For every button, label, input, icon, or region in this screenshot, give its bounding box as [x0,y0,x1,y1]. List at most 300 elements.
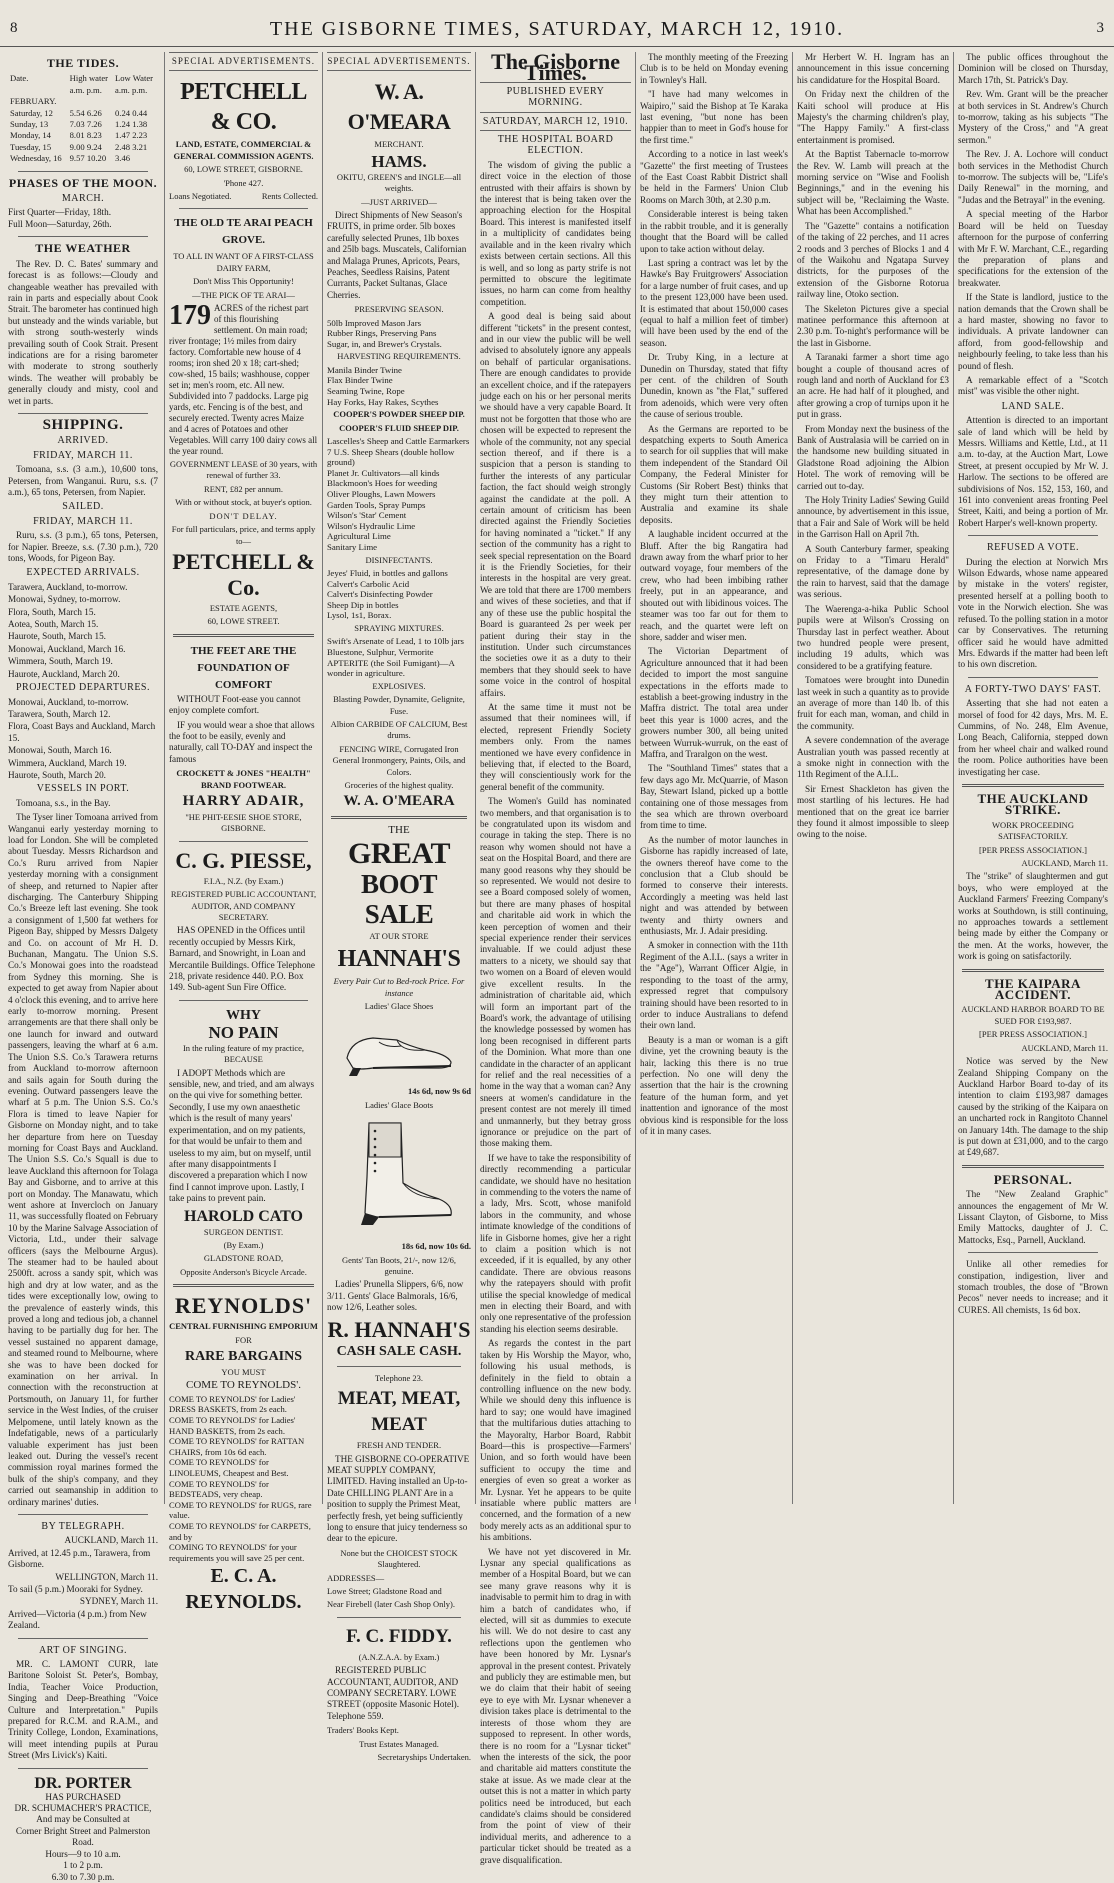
news-paragraph: A South Canterbury farmer, speaking on Friday to a "Timaru Herald" representative, of the damage done by the rain to harvest, said that the damage was serious. [797,543,949,600]
meat-ad [327,1373,471,1611]
albion-text: Albion CARBIDE OF CALCIUM, Best drums. [330,718,468,741]
omeara-name: W. A. O'MEARA [347,79,451,135]
divider [18,1638,148,1639]
news-paragraph: Considerable interest is being taken in the rabbit trouble, and it is generally thought that the Board will be called upon to take action without delay. [640,209,788,254]
at-our-store: AT OUR STORE [369,930,429,941]
tides-ampm: a.m. p.m. [115,84,148,95]
port-text: Tomoana, s.s., in the Bay. [16,797,111,808]
news-paragraph: If the State is landlord, justice to the nation demands that the Crown shall be a hard master, showing no favor to individuals. A private landowner can afford, from good-fellowship and neighbourly feeling, to take less than his pound of flesh. [958,292,1108,371]
list-item: 50lb Improved Mason Jars [327,317,422,328]
tides-col-high: High water [69,73,109,84]
editorial-paragraph: We have not yet discovered in Mr. Lysnar any special qualifications as member of a Hospital Board, but we can see many grave reasons why it is inadvisable to permit him to drag in with him a batch of candidates who, if elected, will sit as dummies to execute his will. We do not desire to cast any reflections upon the gentlemen who have been honored by Mr. Lysnar's approval in the present contest. Privately and publicly they are estimable men, but we do claim that their habit of seeing eye to eye with Mr. Lysnar whenever a division takes place is detrimental to the interests of those whom they are supposed to represent. In other words, there is no room for a "Lysnar ticket" when the interests of the sick, the poor and charitable aid matters constitute the stake at issue. As we made clear at the outset this is not a matter in which party politics need be introduced, but each candidate's claims should be considered from the point of view of their individual merits, and adherence to a particular ticket should be treated as a grave disqualification. [480,1546,631,1865]
list-item: Jeyes' Fluid, in bottles and gallons [327,568,448,578]
table-row [8,153,158,164]
arrived-date: FRIDAY, MARCH 11. [33,449,133,461]
column-editorial [480,49,632,1865]
column-rule [792,52,793,1504]
moon-heading: PHASES OF THE MOON. [8,175,158,190]
list-item: Flax Binder Twine [327,375,393,386]
kaipara-sub: AUCKLAND HARBOR BOARD TO BE SUED FOR £193,987. [961,1004,1105,1026]
tides-col-low: Low Water [115,73,154,84]
cash-sale: CASH SALE CASH. [336,1343,462,1359]
sailed-heading: SAILED. [62,501,104,513]
reynolds-sub: CENTRAL FURNISHING EMPORIUM [169,1321,318,1332]
news-paragraph: The Skeleton Pictures give a special matinee performance this afternoon at 2.30 p.m. To-night's performance will be the last in Gisborne. [797,303,949,348]
arrived-text: Direct Shipments of New Season's FRUITS, in prime order. 5lb boxes carefully selected Prunes, 1lb boxes and 25lb bags. Muscatels, Californian and Malaga Prunes, Apricots, Pears, Peaches, Seedless Raisins, Patent Currants, Packet Sultanas, Glace Cherries. [327,210,467,300]
ladies-glace-shoes: Ladies' Glace Shoes [364,1001,434,1012]
weather-heading: THE WEATHER [35,241,131,256]
refused-heading: REFUSED A VOTE. [986,542,1080,554]
editorial-paragraph: As regards the contest in the part taken by His Worship the Mayor, who, following his usual methods, is definitely in the field to obtain a controlling influence on the new body. While we should deny this influence is hard to say; one would have imagined that the multifarious duties attaching to the Mayoralty, Harbor Board, Rabbit Board—this is prospective—Farmers' Union, and so forth would have been sufficient to occupy the time and energies of even so great a worker as Mr. Lysnar. Yet he appears to be quite insatiable where public matters are concerned, and the formation of a new body merely acts as an additional spur to his ambitions. [480,1338,631,1543]
table-row [8,108,158,119]
fast-text: Asserting that she had not eaten a morsel of food for 42 days, Mrs. M. E. Cummins, of No. 248, Elm Avenue, Long Beach, California, stepped down from her wheel chair and walked round the room. Police authorities have been investigating her case. [958,698,1108,777]
news-paragraph: Dr. Truby King, in a lecture at Dunedin on Thursday, stated that fifty per cent. of the children of South Dunedin, known as "the Flat," suffered from adenoids, which were very often the cause of serious trouble. [640,352,788,420]
tides-cell: 3.46 [115,153,131,164]
list-item: Tarawera, South, March 12. [8,708,111,719]
list-item: Haurote, Auckland, March 20. [8,668,120,679]
piesse-text: HAS OPENED in the Offices until recently occupied by Messrs Kirk, Barnard, and Snowright, in Loan and Mercantile Buildings. Office Telephone 218, private residence 440. P.O. Box 149. Sub-agent Sun Fire Office. [169,925,315,993]
list-item: Bluestone, Sulphur, Vermorite [327,646,434,657]
strike-date: AUCKLAND, March 11. [1021,858,1108,868]
list-item: Agricultural Lime [327,531,391,542]
editorial-heading: THE HOSPITAL BOARD ELECTION. [497,134,614,157]
loans-text: Loans Negotiated. [169,191,232,202]
reynolds-must: YOU MUST [221,1366,266,1377]
column-rule [953,52,954,1504]
eca-reynolds: E. C. A. REYNOLDS. [185,1565,302,1614]
news-paragraph: Mr Herbert W. H. Ingram has an announcement in this issue concerning his candidature for the Hospital Board. [797,52,949,85]
petchell-phone: 'Phone 427. [223,177,264,188]
news-paragraph: On Friday next the children of the Kaiti school will produce at His Majesty's the charming children's play, "The Happy Family." A first-class entertainment is promised. [797,89,949,145]
list-item: Monowai, South, March 16. [8,745,112,756]
section-title: SPECIAL ADVERTISEMENTS. [327,52,471,71]
editorial-paragraph: If we have to take the responsibility of directly recommending a particular candidate, we should have no hesitation in commending to the voters the name of a lady, Mrs. Scott, whose manifold labors in the community, and whose intimate knowledge of the conditions of life in Gisborne homes, give her a right to claim a position which is not exceeded, if it is equalled, by any other candidate. There are obvious reasons why the ratepayers should with profit utilise the special knowledge of medical men in electing their Board, and with only one representative of the profession standing his election seems desirable. [480,1152,631,1334]
spraying-heading: SPRAYING MIXTURES. [354,622,444,633]
land-sale-heading: LAND SALE. [1001,400,1065,412]
tides-cell: 5.54 6.26 [69,107,102,118]
divider [173,634,314,637]
explosives-heading: EXPLOSIVES. [372,680,426,691]
news-paragraph: The Victorian Department of Agriculture announced that it had been decided to import the most sanguine expectations in the efforts made to establish a beet-growing industry in the Maffra district. The total area under beet this year is 1000 acres, and the growers number 300, all being united between Wurruk-wurruk, on the east of Maffra, and Traralgon on the west. [640,646,788,759]
hannah-name: R. HANNAH'S [327,1316,471,1342]
departures-heading: PROJECTED DEPARTURES. [16,682,150,694]
tides-cell: 9.57 10.20 [69,153,107,164]
list-item: Haurote, South, March 20. [8,769,106,780]
feet-text-2: IF you would wear a shoe that allows the foot to be easily, evenly and naturally, call TO-DAY and inspect the famous [169,719,315,764]
column-advertisements-a [169,52,318,1614]
list-item: Haurote, South, March 15. [8,631,106,642]
piesse-ad [169,848,318,994]
list-item: Arrived, at 12.45 p.m., Tarawera, from Gisborne. [8,1547,151,1570]
divider [337,1617,461,1618]
arrived-text: Tomoana, s.s. (3 a.m.), 10,600 tons, Petersen, from Wanganui. Ruru, s.s. (7 a.m.), 65 tons, Petersen, from Napier. [8,464,158,497]
fiddy-ad [327,1624,471,1764]
column-shipping [8,52,158,1882]
strike-sub: WORK PROCEEDING SATISFACTORILY. [992,819,1074,842]
feet-text-1: WITHOUT Foot-ease you cannot enjoy complete comfort. [169,693,301,716]
tides-cell: 0.24 0.44 [115,107,148,118]
tides-cell: Sunday, 13 [10,119,49,130]
hannahs-text: HANNAH'S [337,946,461,973]
list-item: Swift's Arsenate of Lead, 1 to 10lb jars [327,636,464,647]
just-arrived: —JUST ARRIVED— [361,196,437,207]
divider [480,130,631,131]
tides-heading: THE TIDES. [46,56,120,70]
te-arai-ad [169,215,318,627]
list-item: Lysol, 1s1, Borax. [327,610,392,621]
editorial-paragraph: The Women's Guild has nominated two members, and that organisation is to be congratulated upon its wisdom and courage in taking the step. There is no reason why women should not have a seat on the Hospital Board, and there are many good reasons why they should be so represented. We would not desire to see a Board composed solely of women, but there are many phases of hospital and charitable aid work in which the keen perception of women and their special experience render their services invaluable. If we could adjust these matters to a nicety, we should say that two women on a Board of eleven would give excellent results. In the administration of charitable aid, which will form an important part of the Board's work, the advantage of utilising the knowledge possessed by women has long been recognised in different parts of the Dominion. What more than one candidate in the character of an applicant for relief and the real necessities of a home in the way that a woman can? Any sneers at women's candidature in the present contest are not merely ill timed and unmannerly, but they betray gross ignorance or prejudice on the part of those making them. [480,796,632,1149]
particulars-text: For full particulars, price, and terms apply to— [171,524,316,546]
fencing-text: FENCING WIRE, Corrugated Iron General Ironmongery, Paints, Oils, and Colors. [332,743,466,777]
tides-cell: Saturday, 12 [10,107,53,118]
list-item: COME TO REYNOLDS' for Ladies' DRESS BASKETS, from 2s each. [169,1393,296,1415]
personal-heading: PERSONAL. [993,1171,1073,1187]
tides-ampm: a.m. p.m. [69,84,102,95]
every-pair: Every Pair Cut to Bed-rock Price. For instance [333,976,465,998]
list-item: COME TO REYNOLDS' for LINOLEUMS, Cheapest and Best. [169,1457,289,1478]
shipping-news: The Tyser liner Tomoana arrived from Wanganui early yesterday morning to load for London. She will be completed about Tuesday. Messrs Richardson and Co.'s Ruru arrived from Napier yesterday morning with a consignment of sheep, and returned to Napier after discharging. The Canterbury Shipping Co.'s Breeze left last evening. She took a consignment of 1,500 fat wethers for Pigeon Bay, shipped by Messrs Dalgety and Co. on account of Mr H. D. Buchanan, Mangatu. The Union S.S. Co.'s Monowai goes into the roadstead from Sydney this morning. She is expected to get away from Napier about 4 o'clock this evening, and to arrive here early to-morrow morning. Present arrangements are that there shall only be one launch for inward and outward passengers, leaving the wharf at 6 a.m. The Union S.S. Co.'s Tarawera returns from Auckland to-morrow afternoon and sails again for South during the evening. Outward passengers leave the wharf at 5 p.m. The Union S.S. Co.'s Flora is timed to leave Napier for Gisborne on Monday night, and to take her departure from here on Tuesday morning for Coast Bays and Auckland. The Union S.S. Co.'s Squall is due to leave Auckland this afternoon for Tolaga Bay and Gisborne, and to arrive at this port on Monday. The Manawatu, which went ashore at Invercloch on January 11, was successfully floated on February 10 by the Marine Salvage Association of Victoria, Ltd., under their salvage officers (says the Melbourne Argus). The steamer had to be hauled about 2500ft. across a sandy spit, which was high and dry at low water, and as the tides were exceptionally low, owing to the prevalence of easterly winds, this proved a long and tedious job, a channel having to be partially dug for her. The vessel sustained no apparent damage, and steamed round to Melbourne, where she was to have been docked for examination on her arrival. In connection with the reconstruction at Portsmouth, on January 11, for further service in the West Indies, of the cruiser Melpomene, until lately known as the Indefatigable, news of a particularly valuable experiment has just been leaked out. During the vessel's recent commission royal marines formed the bulk of the ship's company, and they carried out seamanship in addition to ordinary marines' duties. [8,812,158,1507]
tides-ampm [8,85,68,96]
news-paragraph: A laughable incident occurred at the Bluff. After the big Rangatira had drawn away from the wharf prior to her outward voyage, four members of the crew, who had been imbibing rather freely, put in an appearance, and shouted out with libidinous voices. The steamer was too far out for them to reach, and the quartet were left on shore, sadder and wiser men. [640,529,788,642]
list-item: Hay Forks, Hay Rakes, Scythes [327,396,439,407]
list-item: WELLINGTON, March 11. [55,1571,158,1582]
strike-press: [PER PRESS ASSOCIATION.] [979,844,1087,855]
boot-sale-ad [327,825,471,1359]
list-item: Flora, South, March 15. [8,606,96,617]
address-line: Near Firebell (later Cash Shop Only). [327,1599,455,1610]
list-item: APTERITE (the Soil Fumigant)—A wonder in agriculture. [327,657,455,679]
kaipara-text: Notice was served by the New Zealand Shipping Company on the Auckland Harbor Board to-day of its intention to claim £193,987 damages caused by the striking of the Kaipara on an uncharted rock in Rangitoto Channel on January 14th. The damage to the ship is put down at £31,000, and to the cargo at £49,687. [958,1056,1108,1158]
list-item: Wilson's 'Star' Cement [327,510,407,521]
cato-name: HAROLD CATO [184,1207,303,1225]
great-text: GREAT [348,836,450,870]
list-item: COME TO REYNOLDS' for RATTAN CHAIRS, from 10s 6d each. [169,1436,305,1457]
te-arai-miss: Don't Miss This Opportunity! [193,276,294,287]
list-item: Blackmoon's Hoes for weeding [327,478,438,489]
no-pain-sub: In the ruling feature of my practice, BECAUSE [182,1042,305,1065]
fiddy-sub: (A.N.Z.A.A. by Exam.) [358,1651,440,1662]
list-item: Monowai, Auckland, to-morrow. [8,696,129,707]
cato-address: GLADSTONE ROAD, [203,1253,284,1264]
news-paragraph: A smoker in connection with the 11th Regiment of the A.I.L. (says a writer in the "Age"), Warrant Officer Algie, in responding to the toast of the army, expressed regret that compulsory training should have been resorted to in order to induce Australians to defend their own land. [640,940,788,1031]
column-news-b [797,52,949,1502]
news-paragraph: A Taranaki farmer a short time ago bought a couple of thousand acres of rough land and north of Auckland for £3 an acre. He had half of it ploughed, and after growing a crop of turnips upon it he put in grass. [797,352,949,420]
moon-line: Full Moon—Saturday, 26th. [8,218,112,229]
list-item: Flora, Coast Bays and Auckland, March 15. [8,721,156,743]
editorial-paragraph: At the same time it must not be assumed that their nominees will, if elected, represent Friendly Society members only. From the names mentioned we have every confidence in believing that, if elected to the Board, they will conscientiously work for the general benefit of the community. [480,701,631,792]
boot-sale-text: BOOT SALE [360,868,438,929]
divider [962,784,1104,787]
news-paragraph: Beauty is a man or woman is a gift divine, yet the crowning beauty is the hair, lacking this there is no true perfection. No one will deny the assertion that the hair is the crowning feature of the human form, and yet inattention and ignorance of the most obvious kind is responsible for the loss of it in many cases. [640,1034,788,1136]
sailed-date: FRIDAY, MARCH 11. [33,515,133,527]
news-paragraph: At the Baptist Tabernacle to-morrow the Rev. W. Lamb will preach at the morning service on "Wise and Foolish Beginnings," and in the evening his subject will be, "Reclaiming the Waste. What has been Accomplished." [797,149,949,217]
rents-text: Rents Collected. [261,191,318,202]
tides-cell: 1.47 2.23 [115,130,148,141]
shipping-heading: SHIPPING. [42,416,124,433]
harvesting-heading: HARVESTING REQUIREMENTS. [337,351,461,362]
singing-heading: ART OF SINGING. [38,1644,128,1656]
news-paragraph: A severe condemnation of the average Australian youth was passed recently at a smoke night in connection with the 11th Regiment of the A.I.L. [797,735,949,780]
cato-exam: (By Exam.) [223,1239,264,1250]
editorial-masthead: The Gisborne Times. [491,49,620,86]
table-row [8,142,158,153]
petchell-sub: LAND, ESTATE, COMMERCIAL & GENERAL COMMISSION AGENTS. [173,139,314,161]
list-item: COME TO REYNOLDS' for CARPETS, and by [169,1520,311,1542]
no-pain-text-body: I ADOPT Methods which are sensible, new, and tried, and am always on the qui vive for something better. Secondly, I use my own anaesthetic which is the result of many years' experimentation, and on my patients, for that would be unfair to them and useless to my aim, but on myself, until after many disappointments I discovered a preparation which I now find I cannot improve upon. Lastly, I take pains to prevent pain. [169,1067,315,1204]
dip-1: COOPER'S POWDER SHEEP DIP. [333,409,465,420]
choicest-text: None but the CHOICEST STOCK Slaughtered. [340,1547,458,1570]
te-arai-heading: THE OLD TE ARAI PEACH GROVE. [174,217,313,247]
table-row [8,96,158,107]
divider [179,208,308,209]
feet-brand: CROCKETT & JONES "HEALTH" BRAND FOOTWEAR. [176,768,311,790]
divider [173,1284,314,1287]
telegraph-heading: BY TELEGRAPH. [41,1520,125,1532]
list-item: Lascelles's Sheep and Cattle Earmarkers [327,436,470,447]
cato-sub: SURGEON DENTIST. [203,1226,284,1237]
merchant: MERCHANT. [374,139,424,150]
cato-address-2: Opposite Anderson's Bicycle Arcade. [180,1266,307,1277]
news-paragraph: The Rev. J. A. Lochore will conduct both services in the Methodist Church to-morrow. The subjects will be, "Life's Daily Renewal" in the morning, and "Judas and the Betrayal" in the evening. [958,149,1108,205]
divider [968,1252,1098,1253]
column-advertisements-b [327,52,471,1763]
fresh-tender: FRESH AND TENDER. [356,1440,442,1451]
fast-heading: A FORTY-TWO DAYS' FAST. [964,683,1102,695]
news-paragraph: From Monday next the business of the Bank of Australasia will be carried on in the handsome new building situated in Gladstone Road adjoining the Albion Hotel. The work of removing will be carried out to-day. [797,423,949,491]
expected-list [8,582,158,680]
tides-cell: 2.48 3.21 [115,141,148,152]
column-rule [475,52,476,1504]
meat-telephone: Telephone 23. [374,1372,424,1383]
tides-cell: Wednesday, 16 [10,153,62,164]
secretary-text: Secretaryships Undertaken. [377,1752,471,1763]
divider [337,1366,461,1367]
divider [18,236,148,237]
list-item: Planet Jr. Cultivators—all kinds [327,467,440,478]
news-paragraph: The "Southland Times" states that a few days ago Mr. McQuarrie, of Mason Bay, Stewart Island, picked up a bottle containing one of those messages from the sea which are thrown overboard from time to time. [640,763,788,831]
news-paragraph: Sir Ernest Shackleton has given the most startling of his lectures. He had mentioned that on the great ice barrier they found it almost impossible to sleep owing to the noise. [797,783,949,840]
divider [962,1165,1104,1168]
the-text: THE [388,824,410,837]
table-row [8,130,158,141]
departures-list [8,697,158,782]
list-item: Oliver Ploughs, Lawn Mowers [327,489,436,500]
adair-name: HARRY ADAIR, [182,792,305,809]
piesse-name: C. G. PIESSE, [175,847,312,873]
refused-text: During the election at Norwich Mrs Wilson Edwards, whose name appeared by mistake in the voters' register, presented herself at a polling booth to vote in the Norwich election. She was refused. To the polling station in a motor car by Conservatives. The returning officer said he would have admitted Mrs. Edwards if the matter had been left to his own discretion. [958,556,1108,670]
list-item: To sail (5 p.m.) Mooraki for Sydney. [8,1583,143,1594]
list-item: Aotea, South, March 15. [8,619,99,630]
tides-table [8,73,158,164]
porter-name: DR. PORTER [34,1774,132,1792]
personal-text: The "New Zealand Graphic" announces the engagement of Mr W. Lissant Clayton, of Gisborne, to Miss Emily Mattocks, daughter of J. C. Mattocks, Esq., Parnell, Auckland. [958,1189,1108,1245]
table-row [8,119,158,130]
estate-agents: ESTATE AGENTS, [209,602,278,613]
petchell-address-2: 60, LOWE STREET. [207,616,280,627]
reynolds-for: FOR [235,1334,252,1345]
lease-text: GOVERNMENT LEASE of 30 years, with renewal of further 33. [169,459,318,481]
list-item: Sugar, in, and Brewer's Crystals. [327,338,442,349]
porter-line: DR. SCHUMACHER'S PRACTICE, [14,1803,152,1814]
page-number-right: 3 [1096,20,1104,36]
tides-cell [113,96,158,107]
cato-ad [169,1007,318,1278]
dip-2: COOPER'S FLUID SHEEP DIP. [339,422,459,433]
porter-line: Corner Bright Street and Palmerston Road. [15,1825,151,1848]
divider [18,1514,148,1515]
port-heading: VESSELS IN PORT. [36,783,130,795]
list-item: SYDNEY, March 11. [79,1596,158,1607]
petchell-name: PETCHELL & CO. [180,79,307,136]
trust-text: Trust Estates Managed. [359,1738,439,1749]
address-line: Lowe Street; Gladstone Road and [327,1585,442,1596]
sailed-text: Ruru, s.s. (3 p.m.), 65 tons, Petersen, for Napier. Breeze, s.s. (7.30 p.m.), 720 tons, Woods, for Pigeon Bay. [8,530,158,564]
omeara-name-2: W. A. O'MEARA [343,793,455,810]
column-rule [322,52,323,1504]
why-text: WHY [226,1007,261,1023]
acres-number: 179 [169,300,211,332]
divider [18,413,148,414]
list-item: 7 U.S. Sheep Shears (double hollow ground) [327,446,455,468]
kaipara-heading: THE KAIPARA ACCIDENT. [985,975,1081,1003]
addresses-heading: ADDRESSES— [327,1572,385,1583]
list-item: Calvert's Carbolic Acid [327,578,410,589]
editorial-paragraph: A good deal is being said about different "tickets" in the present contest, and in our view the public will be well advised to absolutely ignore any appeals on behalf of particular organisations. There are enough candidates to provide an excellent choice, and if the ratepayers judge each on his or her personal merits we should have a very capable Board. It must not be forgotten that those who are chosen will be expected to represent the whole of the community, not any special section thereof, and if there is a suspicion that a person is standing to further the interests of any particular faction, the fact should weigh strongly against the candidate at the poll. A certain amount of criticism has been directed against the Friendly Societies for having nominated a "ticket." If any section of the community has a right to seek special representation on the Board it is the Friendly Societies, for their interests in the hospital are very great. We are told that there are 1700 members and wives of these societies, and that if any of these use the public hospital the Board is guaranteed 2s per week per patient during their stay in the institution. Under such circumstances the societies owe it as a duty to their members that they should seek to have some voice in the control of hospital affairs. [480,311,631,698]
price-2: 18s 6d, now 10s 6d. [401,1241,471,1252]
tail-text: Unlike all other remedies for constipation, indigestion, liver and stomach troubles, the dose of "Brown Pecos" never needs to increase; and it CURES. All chemists, 1s 6d box. [958,1259,1108,1315]
column-rule [164,52,165,1504]
divider [179,841,308,842]
page-number-left: 8 [10,20,18,36]
shoe-illustration-icon [339,1018,459,1080]
petchell-address: 60, LOWE STREET, GISBORNE. [184,164,303,175]
porter-ad [8,1775,158,1883]
coop-text: THE GISBORNE CO-OPERATIVE MEAT SUPPLY COMPANY, LIMITED. Having installed an Up-to-Date CHILLING PLANT Are in a position to supply the Primest Meat, perfectly fresh, yet being sufficiently long to ensure that juicy tenderness so dear to the epicure. [327,1453,470,1544]
divider [18,171,148,172]
stock-text: With or without stock, at buyer's option. [175,497,312,508]
news-paragraph: "I have had many welcomes in Waipiro," said the Bishop at Te Karaka last evening, "but none has been happier than to meet in God's house for the first time." [640,89,788,145]
news-paragraph: As the Germans are reported to be despatching experts to South America to search for oil supplies that will make them independent of the Standard Oil Company, the Federal Minister for Customs (Sir Robert Best) thinks that they might turn their attention to Australia and examine its shale deposits. [640,423,788,525]
no-pain-text: NO PAIN [208,1022,279,1042]
moon-month: MARCH. [61,193,105,205]
divider [480,112,631,113]
list-item: Monowai, Auckland, March 16. [8,643,126,654]
list-item: Wilson's Hydraulic Lime [327,520,416,531]
news-paragraph: Last spring a contract was let by the Hawke's Bay Fruitgrowers' Association for a large number of fruit cases, and up to the present 123,000 have been used. It is estimated that about 150,000 cases (equal to half a million feet of timber) will have been used by the end of the season. [640,257,788,348]
okitu: OKITU, GREEN'S and INGLE—all weights. [336,171,462,194]
editorial-paragraph: The wisdom of giving the public a direct voice in the election of those entrusted with their affairs is shown by the interest that is being taken over the approaching election for the Hospital Board. This interest is manifested itself in a multiplicity of candidates being available and in the keen rivalry which exists between certain sections. All this is well, and so long as party strife is not permitted to obscure the legitimate issues, no harm can come from healthy competition. [480,159,631,307]
tides-cell: 1.24 1.38 [115,119,148,130]
news-paragraph: Rev. Wm. Grant will be the preacher at both services in St. Andrew's Church to-morrow, taking as his subjects "The Mystery of the Cross," and "A great sermon." [958,89,1108,145]
disinfectants-heading: DISINFECTANTS. [365,554,433,565]
tides-cell: Tuesday, 15 [10,141,52,152]
list-item: AUCKLAND, March 11. [64,1535,158,1546]
piesse-title: REGISTERED PUBLIC ACCOUNTANT, AUDITOR, AND COMPANY SECRETARY. [170,889,317,922]
gents-boots: Gents' Tan Boots, 21/-, now 12/6, genuine. [341,1254,457,1277]
list-item: COME TO REYNOLDS' for Ladies' HAND BASKETS, from 2s each. [169,1414,296,1436]
list-item: Sanitary Lime [327,542,378,552]
delay-text: DON'T DELAY. [209,510,278,521]
explosives-text: Blasting Powder, Dynamite, Gelignite, Fuse. [333,694,465,716]
divider [18,1768,148,1769]
price-1: 14s 6d, now 9s 6d [407,1086,471,1097]
tides-cell: 7.03 7.26 [69,119,102,130]
strike-text: The "strike" of slaughtermen and gut boys, who were employed at the Auckland Farmers' Freezing Company's works at Southdown, is still continuing, no approaches towards a settlement being made by either the Company or the men. At the works, however, the work is going on satisfactorily. [958,871,1108,962]
newspaper-masthead-title: THE GISBORNE TIMES, SATURDAY, MARCH 12, 1910. [269,18,845,40]
te-arai-pick: —THE PICK OF TE ARAI— [192,289,295,300]
traders-text: Traders' Books Kept. [327,1725,399,1736]
tides-cell: Monday, 14 [10,130,51,141]
list-item: Garden Tools, Spray Pumps [327,499,426,510]
column-news-a [640,52,788,1502]
list-item: Rubber Rings, Preserving Pans [327,328,437,339]
petchell-ad [169,77,318,202]
hams: HAMS. [371,151,427,171]
te-arai-sub: TO ALL IN WANT OF A FIRST-CLASS DAIRY FARM, [173,251,314,273]
land-sale-text: Attention is directed to an important sale of land which will be held by Messrs. Williams and Kettle, Ltd., at 11 a.m. to-day, at the Auction Mart, Lowe Street, at present occupied by Mr W. J. Harlow. The sections to be offered are subdivisions of Nos. 152, 153, 160, and 161 into convenient areas fronting Peel Street, Kaiti, and being a portion of Mr. Robert Harper's well-known property. [958,415,1108,528]
news-paragraph: Tomatoes were brought into Dunedin last week in such a quantity as to provide an average of more than 140 lb. of this fruit for each man, woman, and child in the community. [797,675,949,731]
porter-line: And may be Consulted at [36,1814,130,1825]
section-title: SPECIAL ADVERTISEMENTS. [169,52,318,71]
news-paragraph: The Holy Trinity Ladies' Sewing Guild announce, by advertisement in this issue, that a Fair and Sale of Work will be held in the Garrison Hall on April 7th. [797,495,949,540]
acres-text: ACRES of the richest part of this flourishing settlement. On main road; river frontage; 1½ miles from dairy factory. Comfortable new house of 4 rooms; iron shed 20 x 18; cart-shed; cow-shed, 15 bails; washhouse, copper set in; men's room, etc. All new. Subdivided into 7 paddocks. Large pig yards, etc. Fencing is of the best, and securely erected. Twenty acres Maize and 4 acres of Potatoes and other Vegetables. Will carry 100 dairy cows all the year round. [169,303,318,457]
published-line: PUBLISHED EVERY MORNING. [506,85,605,109]
moon-line: First Quarter—Friday, 18th. [8,207,112,218]
feet-ad [169,643,318,835]
piesse-sub: F.I.A., N.Z. (by Exam.) [203,875,284,886]
tides-cell: FEBRUARY. [10,96,57,107]
list-item: Seaming Twine, Rope [327,386,405,397]
news-paragraph: A remarkable effect of a "Scotch mist" was visible the other night. [958,374,1108,397]
other-items: Ladies' Prunella Slippers, 6/6, now 3/11. Gents' Glace Balmorals, 16/6, now 12/6, Leather soles. [327,1279,464,1313]
list-item: Tarawera, Auckland, to-morrow. [8,581,128,592]
list-item: Monowai, Sydney, to-morrow. [8,594,121,605]
news-paragraph: A special meeting of the Harbor Board will be held on Tuesday afternoon for the purpose of conferring with Mr F. W. Marchant, C.E., regarding the preparation of plans and specifications for the extension of the breakwater. [958,209,1108,288]
reynolds-come: COME TO REYNOLDS'. [186,1379,301,1392]
porter-line: HAS PURCHASED [45,1791,121,1802]
divider [968,677,1098,678]
list-item: Wimmera, Auckland, March 19. [8,757,127,768]
reynolds-ad [169,1293,318,1615]
groceries-text: Groceries of the highest quality. [344,780,454,790]
divider [962,969,1104,972]
adair-sub: "HE PHIT-EESIE SHOE STORE, GISBORNE. [185,811,302,834]
news-paragraph: The Waerenga-a-hika Public School pupils were at Wilson's Crossing on Thursday last in perfect weather. About two hundred people were present, including 19 adults, which was considered to be a gratifying feature. [797,603,949,671]
column-rule [635,52,636,1504]
reynolds-bargains: RARE BARGAINS [184,1348,303,1364]
strike-heading: THE AUCKLAND STRIKE. [977,790,1089,818]
weather-text: The Rev. D. C. Bates' summary and forecast is as follows:—Cloudy and changeable weather has prevailed with rain in parts and especially about Cook Strait. The barometer has continued high but unsteady and the winds variable, but with strong south-westerly winds prevailing south of Cook Strait. Present indications are for a rising barometer with moderate to strong southerly winds. The weather will probably be generally cloudy and misty, cool and wet in parts. [8,258,158,406]
meat-heading: MEAT, MEAT, MEAT [337,1388,461,1436]
porter-line: 1 to 2 p.m. [63,1860,103,1871]
divider [179,1000,308,1001]
feet-heading: THE FEET ARE THE FOUNDATION OF COMFORT [190,644,297,691]
tides-cell [68,96,113,107]
list-item: Calvert's Disinfecting Powder [327,589,433,600]
expected-heading: EXPECTED ARRIVALS. [26,567,140,579]
list-item: Arrived—Victoria (4 p.m.) from New Zealand. [8,1608,147,1631]
rent-text: RENT, £82 per annum. [204,483,283,494]
divider [968,535,1098,536]
boot-illustration-icon [339,1117,459,1235]
list-item: Sheep Dip in bottles [327,599,399,610]
news-paragraph: As the number of motor launches in Gisborne has rapidly increased of late, the owners thereof have come to the conclusion that a Club should be formed to conserve their interests. Accordingly a meeting was held last night and was attended by between twenty and thirty owners and enthusiasts, Mr. J. Adair presiding. [640,834,788,937]
news-paragraph: The monthly meeting of the Freezing Club is to be held on Monday evening in Townley's Hall. [640,52,788,85]
omeara-ad [327,77,471,810]
fiddy-name: F. C. FIDDY. [346,1625,452,1647]
news-paragraph: The "Gazette" contains a notification of the taking of 22 perches, and 11 acres 2 roods and 3 perches of Blocks 1 and 4 of the Waikohu and Ngatapa Survey districts, for the purposes of the extension of the Gisborne Rotorua railway line, Otoko section. [797,220,949,300]
reynolds-name: REYNOLDS' [174,1293,313,1319]
